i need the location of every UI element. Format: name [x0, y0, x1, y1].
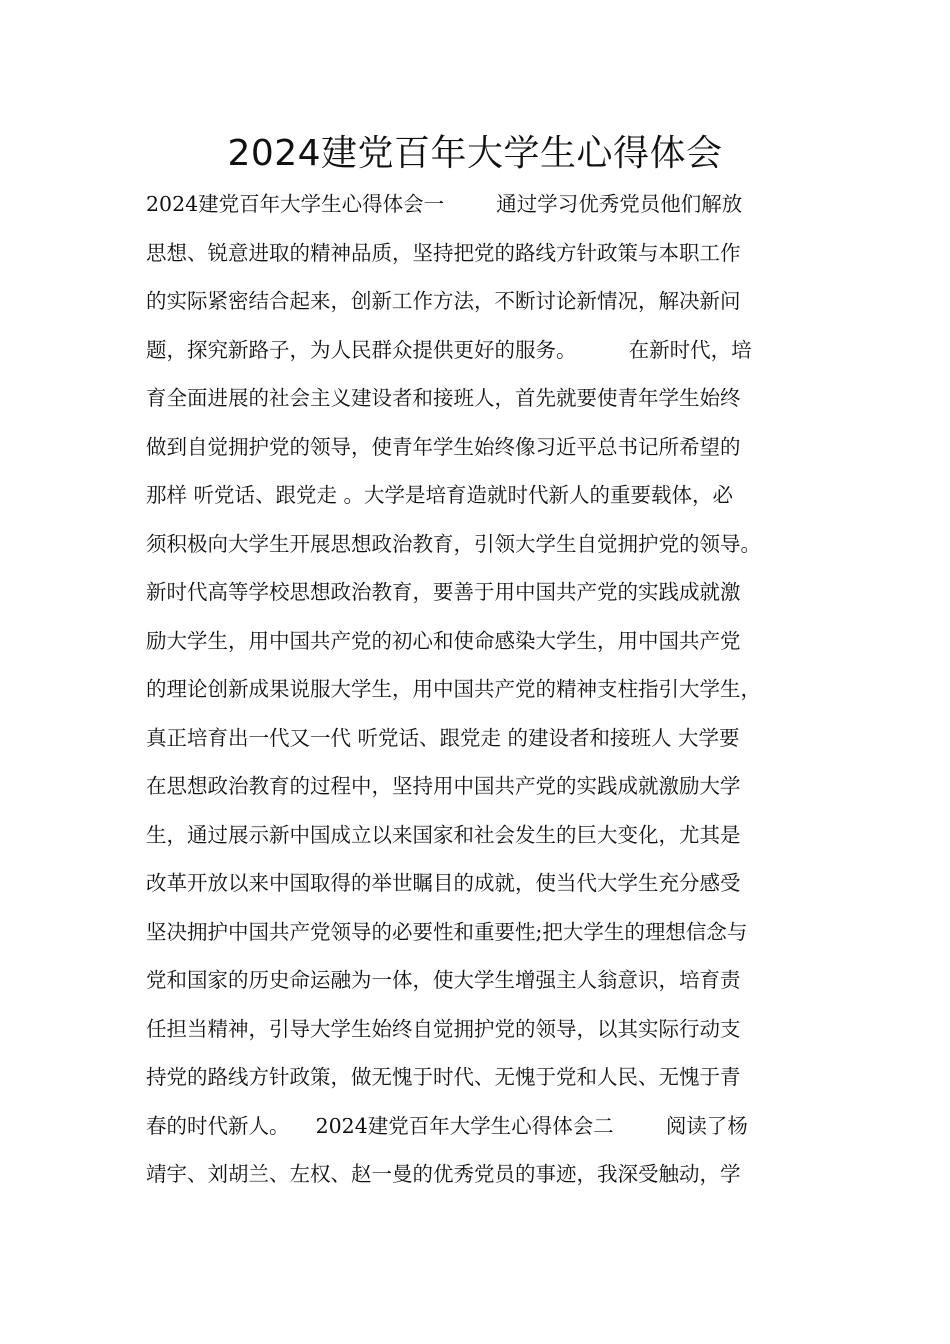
body-line-7: 那样 听党话、跟党走 。大学是培育造就时代新人的重要载体，必: [146, 483, 734, 507]
body-line-20: 春的时代新人。 2024建党百年大学生心得体会二 阅读了杨: [146, 1113, 748, 1138]
body-line-8: 须积极向大学生开展思想政治教育，引领大学生自觉拥护党的领导。: [146, 531, 761, 556]
body-line-13: 在思想政治教育的过程中，坚持用中国共产党的实践成就激励大学: [146, 774, 741, 798]
body-line-16: 坚决拥护中国共产党领导的必要性和重要性;把大学生的理想信念与: [146, 919, 748, 944]
body-line-11: 的理论创新成果说服大学生，用中国共产党的精神支柱指引大学生，: [146, 677, 761, 701]
body-line-4: 题，探究新路子，为人民群众提供更好的服务。 在新时代，培: [146, 337, 752, 362]
body-line-14: 生，通过展示新中国成立以来国家和社会发生的巨大变化，尤其是: [146, 822, 741, 847]
body-line-1: 2024建党百年大学生心得体会一 通过学习优秀党员他们解放: [146, 192, 743, 216]
body-line-6: 做到自觉拥护党的领导，使青年学生始终像习近平总书记所希望的: [146, 434, 741, 459]
body-line-12: 真正培育出一代又一代 听党话、跟党走 的建设者和接班人 大学要: [146, 725, 740, 750]
body-line-2: 思想、锐意进取的精神品质，坚持把党的路线方针政策与本职工作: [146, 240, 741, 265]
body-line-17: 党和国家的历史命运融为一体，使大学生增强主人翁意识，培育责: [146, 968, 741, 992]
body-line-3: 的实际紧密结合起来，创新工作方法，不断讨论新情况，解决新问: [146, 289, 741, 313]
document-title: 2024建党百年大学生心得体会: [227, 133, 723, 174]
body-line-15: 改革开放以来中国取得的举世瞩目的成就，使当代大学生充分感受: [146, 871, 741, 895]
body-line-21: 靖宇、刘胡兰、左权、赵一曼的优秀党员的事迹，我深受触动，学: [146, 1162, 741, 1186]
body-line-9: 新时代高等学校思想政治教育，要善于用中国共产党的实践成就激: [146, 580, 741, 604]
body-line-19: 持党的路线方针政策，做无愧于时代、无愧于党和人民、无愧于青: [146, 1065, 741, 1089]
body-line-10: 励大学生，用中国共产党的初心和使命感染大学生，用中国共产党: [146, 628, 741, 653]
body-line-5: 育全面进展的社会主义建设者和接班人，首先就要使青年学生始终: [146, 386, 741, 410]
document-body: [146, 180, 826, 1199]
body-line-18: 任担当精神，引导大学生始终自觉拥护党的领导，以其实际行动支: [146, 1016, 741, 1041]
